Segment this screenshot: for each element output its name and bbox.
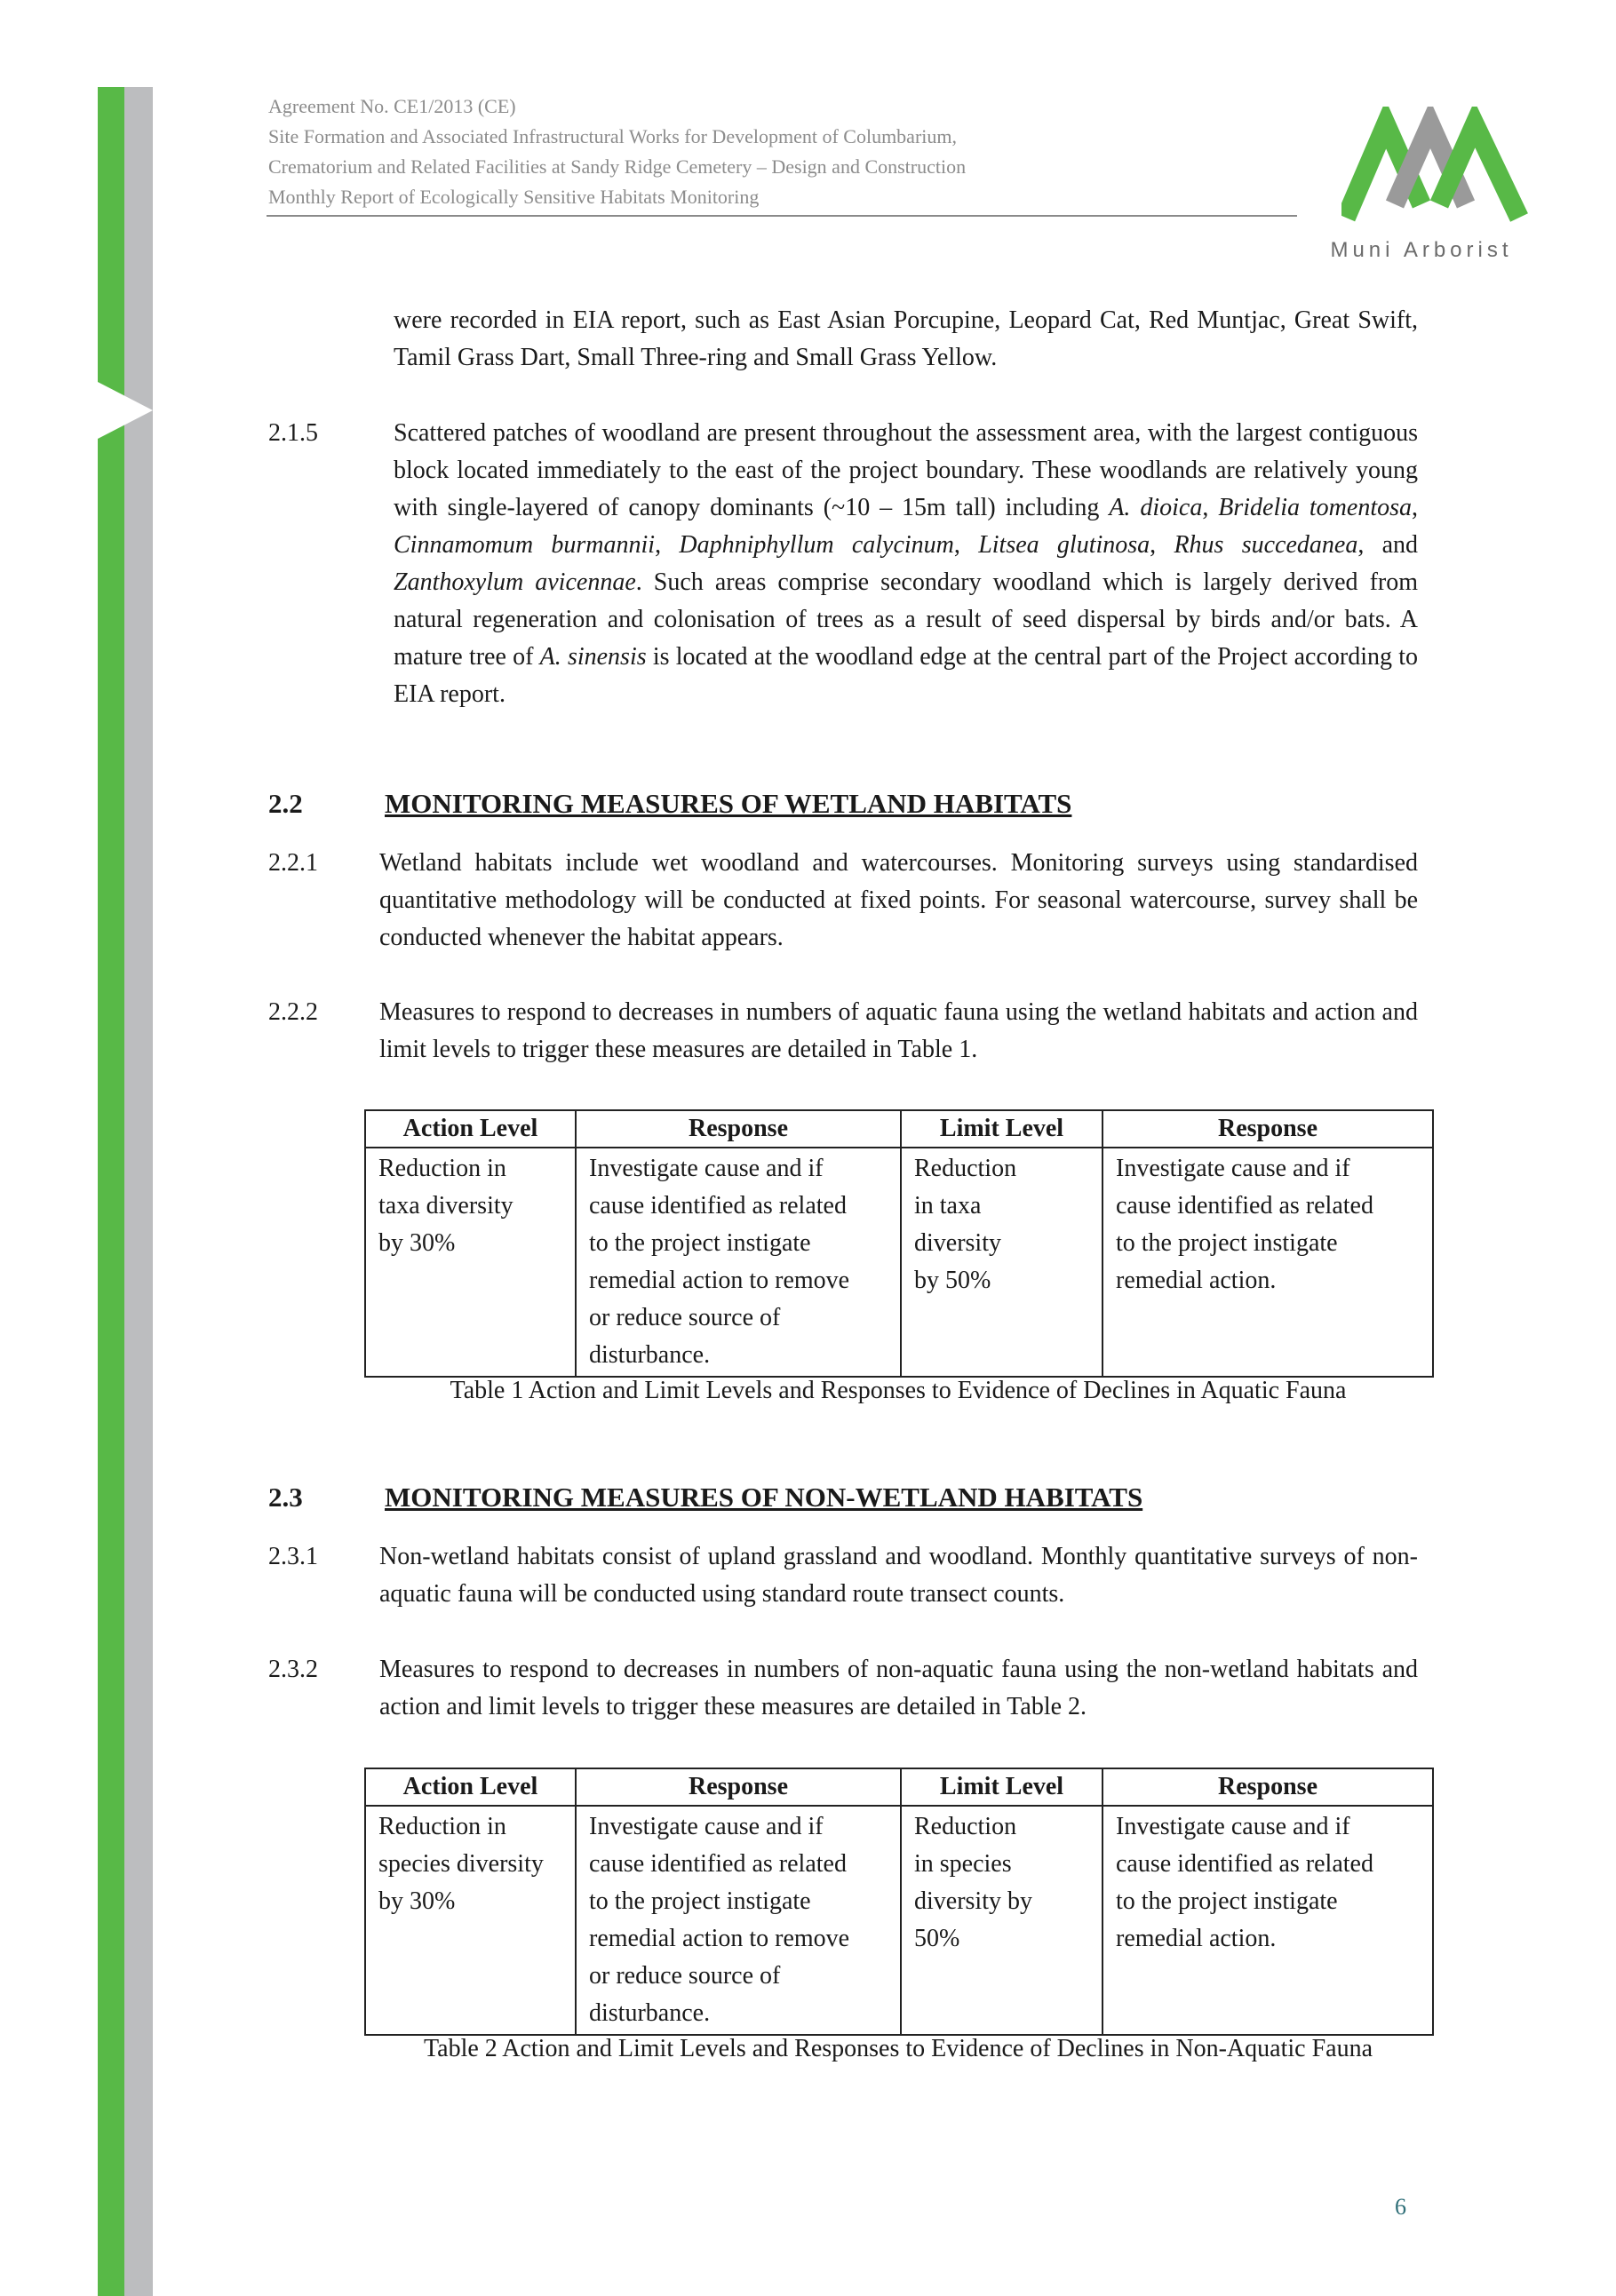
table-row (365, 1806, 1433, 2035)
table-cell-action-level: Reduction in taxa diversity by 30% (365, 1148, 576, 1377)
paragraph-2-3-1: Non-wetland habitats consist of upland grassland and woodland. Monthly quantitative surveys of non-aquatic fauna will be conducted using standard route transect counts. (379, 1543, 1418, 1608)
section-number-2-2: 2.2 (268, 788, 303, 819)
table-header-cell: Response (576, 1768, 901, 1806)
table-header-cell: Action Level (365, 1768, 576, 1806)
header-project-line2: Crematorium and Related Facilities at Sandy Ridge Cemetery – Design and Construction (268, 155, 967, 178)
sidebar-arrow-notch (0, 0, 178, 462)
table-header-row (365, 1768, 1433, 1806)
paragraph-number-2-1-5: 2.1.5 (268, 419, 318, 447)
paragraph-2-2-1: Wetland habitats include wet woodland and watercourses. Monitoring surveys using standardised quantitative methodology will be conducted at fixed points. For seasonal watercourse, survey shall be conducted whenever the habitat appears. (379, 849, 1418, 951)
header-agreement-no: Agreement No. CE1/2013 (CE) (268, 95, 516, 117)
section-number-2-3: 2.3 (268, 1482, 303, 1513)
section-title-wetland: MONITORING MEASURES OF WETLAND HABITATS (385, 788, 1072, 819)
document-header (268, 91, 1299, 212)
table-cell-response: Investigate cause and if cause identified as related to the project instigate remedial action to remove or reduce source of disturbance. (576, 1806, 901, 2035)
paragraph-number-2-2-1: 2.2.1 (268, 849, 318, 877)
header-divider (267, 215, 1297, 217)
paragraph-2-3-2: Measures to respond to decreases in numbers of non-aquatic fauna using the non-wetland habitats and action and limit levels to trigger these measures are detailed in Table 2. (379, 1656, 1418, 1720)
table-cell-response: Investigate cause and if cause identified as related to the project instigate remedial action to remove or reduce source of disturbance. (576, 1148, 901, 1377)
paragraph-number-2-3-1: 2.3.1 (268, 1543, 318, 1570)
table-cell-limit-level: Reduction in taxa diversity by 50% (901, 1148, 1103, 1377)
logo-text: Muni Arborist (1330, 238, 1513, 262)
table-cell-action-level: Reduction in species diversity by 30% (365, 1806, 576, 2035)
paragraph-2-2-2: Measures to respond to decreases in numbers of aquatic fauna using the wetland habitats and action and limit levels to trigger these measures are detailed in Table 1. (379, 998, 1418, 1063)
page-number: 6 (1395, 2194, 1406, 2220)
paragraph-number-2-3-2: 2.3.2 (268, 1656, 318, 1683)
table-cell-response: Investigate cause and if cause identified as related to the project instigate remedial action. (1103, 1148, 1433, 1377)
header-report-title: Monthly Report of Ecologically Sensitive Habitats Monitoring (268, 186, 760, 208)
table-1-caption: Table 1 Action and Limit Levels and Responses to Evidence of Declines in Aquatic Fauna (450, 1377, 1347, 1404)
table-cell-response: Investigate cause and if cause identified as related to the project instigate remedial action. (1103, 1806, 1433, 2035)
paragraph-number-2-2-2: 2.2.2 (268, 998, 318, 1026)
table-header-cell: Response (1103, 1768, 1433, 1806)
table-1-aquatic-fauna (364, 1109, 1434, 1378)
table-header-cell: Limit Level (901, 1768, 1103, 1806)
section-title-non-wetland: MONITORING MEASURES OF NON-WETLAND HABITATS (385, 1482, 1143, 1513)
table-header-cell: Limit Level (901, 1110, 1103, 1148)
paragraph-2-1-5: Scattered patches of woodland are present throughout the assessment area, with the largest contiguous block located immediately to the east of the project boundary. These woodlands are relatively young with single-layered of canopy dominants (~10 – 15m tall) including A. dioica, Bridelia tomentosa, Cinnamomum burmannii, Daphniphyllum calycinum, Litsea glutinosa, Rhus succedanea, and Zanthoxylum avicennae. Such areas comprise secondary woodland which is largely derived from natural regeneration and colonisation of trees as a result of seed dispersal by birds and/or bats. A mature tree of A. sinensis is located at the woodland edge at the central part of the Project according to EIA report. (394, 419, 1419, 708)
table-header-cell: Response (576, 1110, 901, 1148)
header-project-line1: Site Formation and Associated Infrastructural Works for Development of Columbarium, (268, 125, 957, 147)
table-2-non-aquatic-fauna (364, 1768, 1434, 2036)
table-row (365, 1148, 1433, 1377)
table-header-cell: Response (1103, 1110, 1433, 1148)
paragraph-continued: were recorded in EIA report, such as East Asian Porcupine, Leopard Cat, Red Muntjac, Great Swift, Tamil Grass Dart, Small Three-ring and Small Grass Yellow. (394, 306, 1418, 371)
table-header-row (365, 1110, 1433, 1148)
table-header-cell: Action Level (365, 1110, 576, 1148)
table-2-caption: Table 2 Action and Limit Levels and Responses to Evidence of Declines in Non-Aquatic Fauna (424, 2035, 1373, 2062)
table-cell-limit-level: Reduction in species diversity by 50% (901, 1806, 1103, 2035)
